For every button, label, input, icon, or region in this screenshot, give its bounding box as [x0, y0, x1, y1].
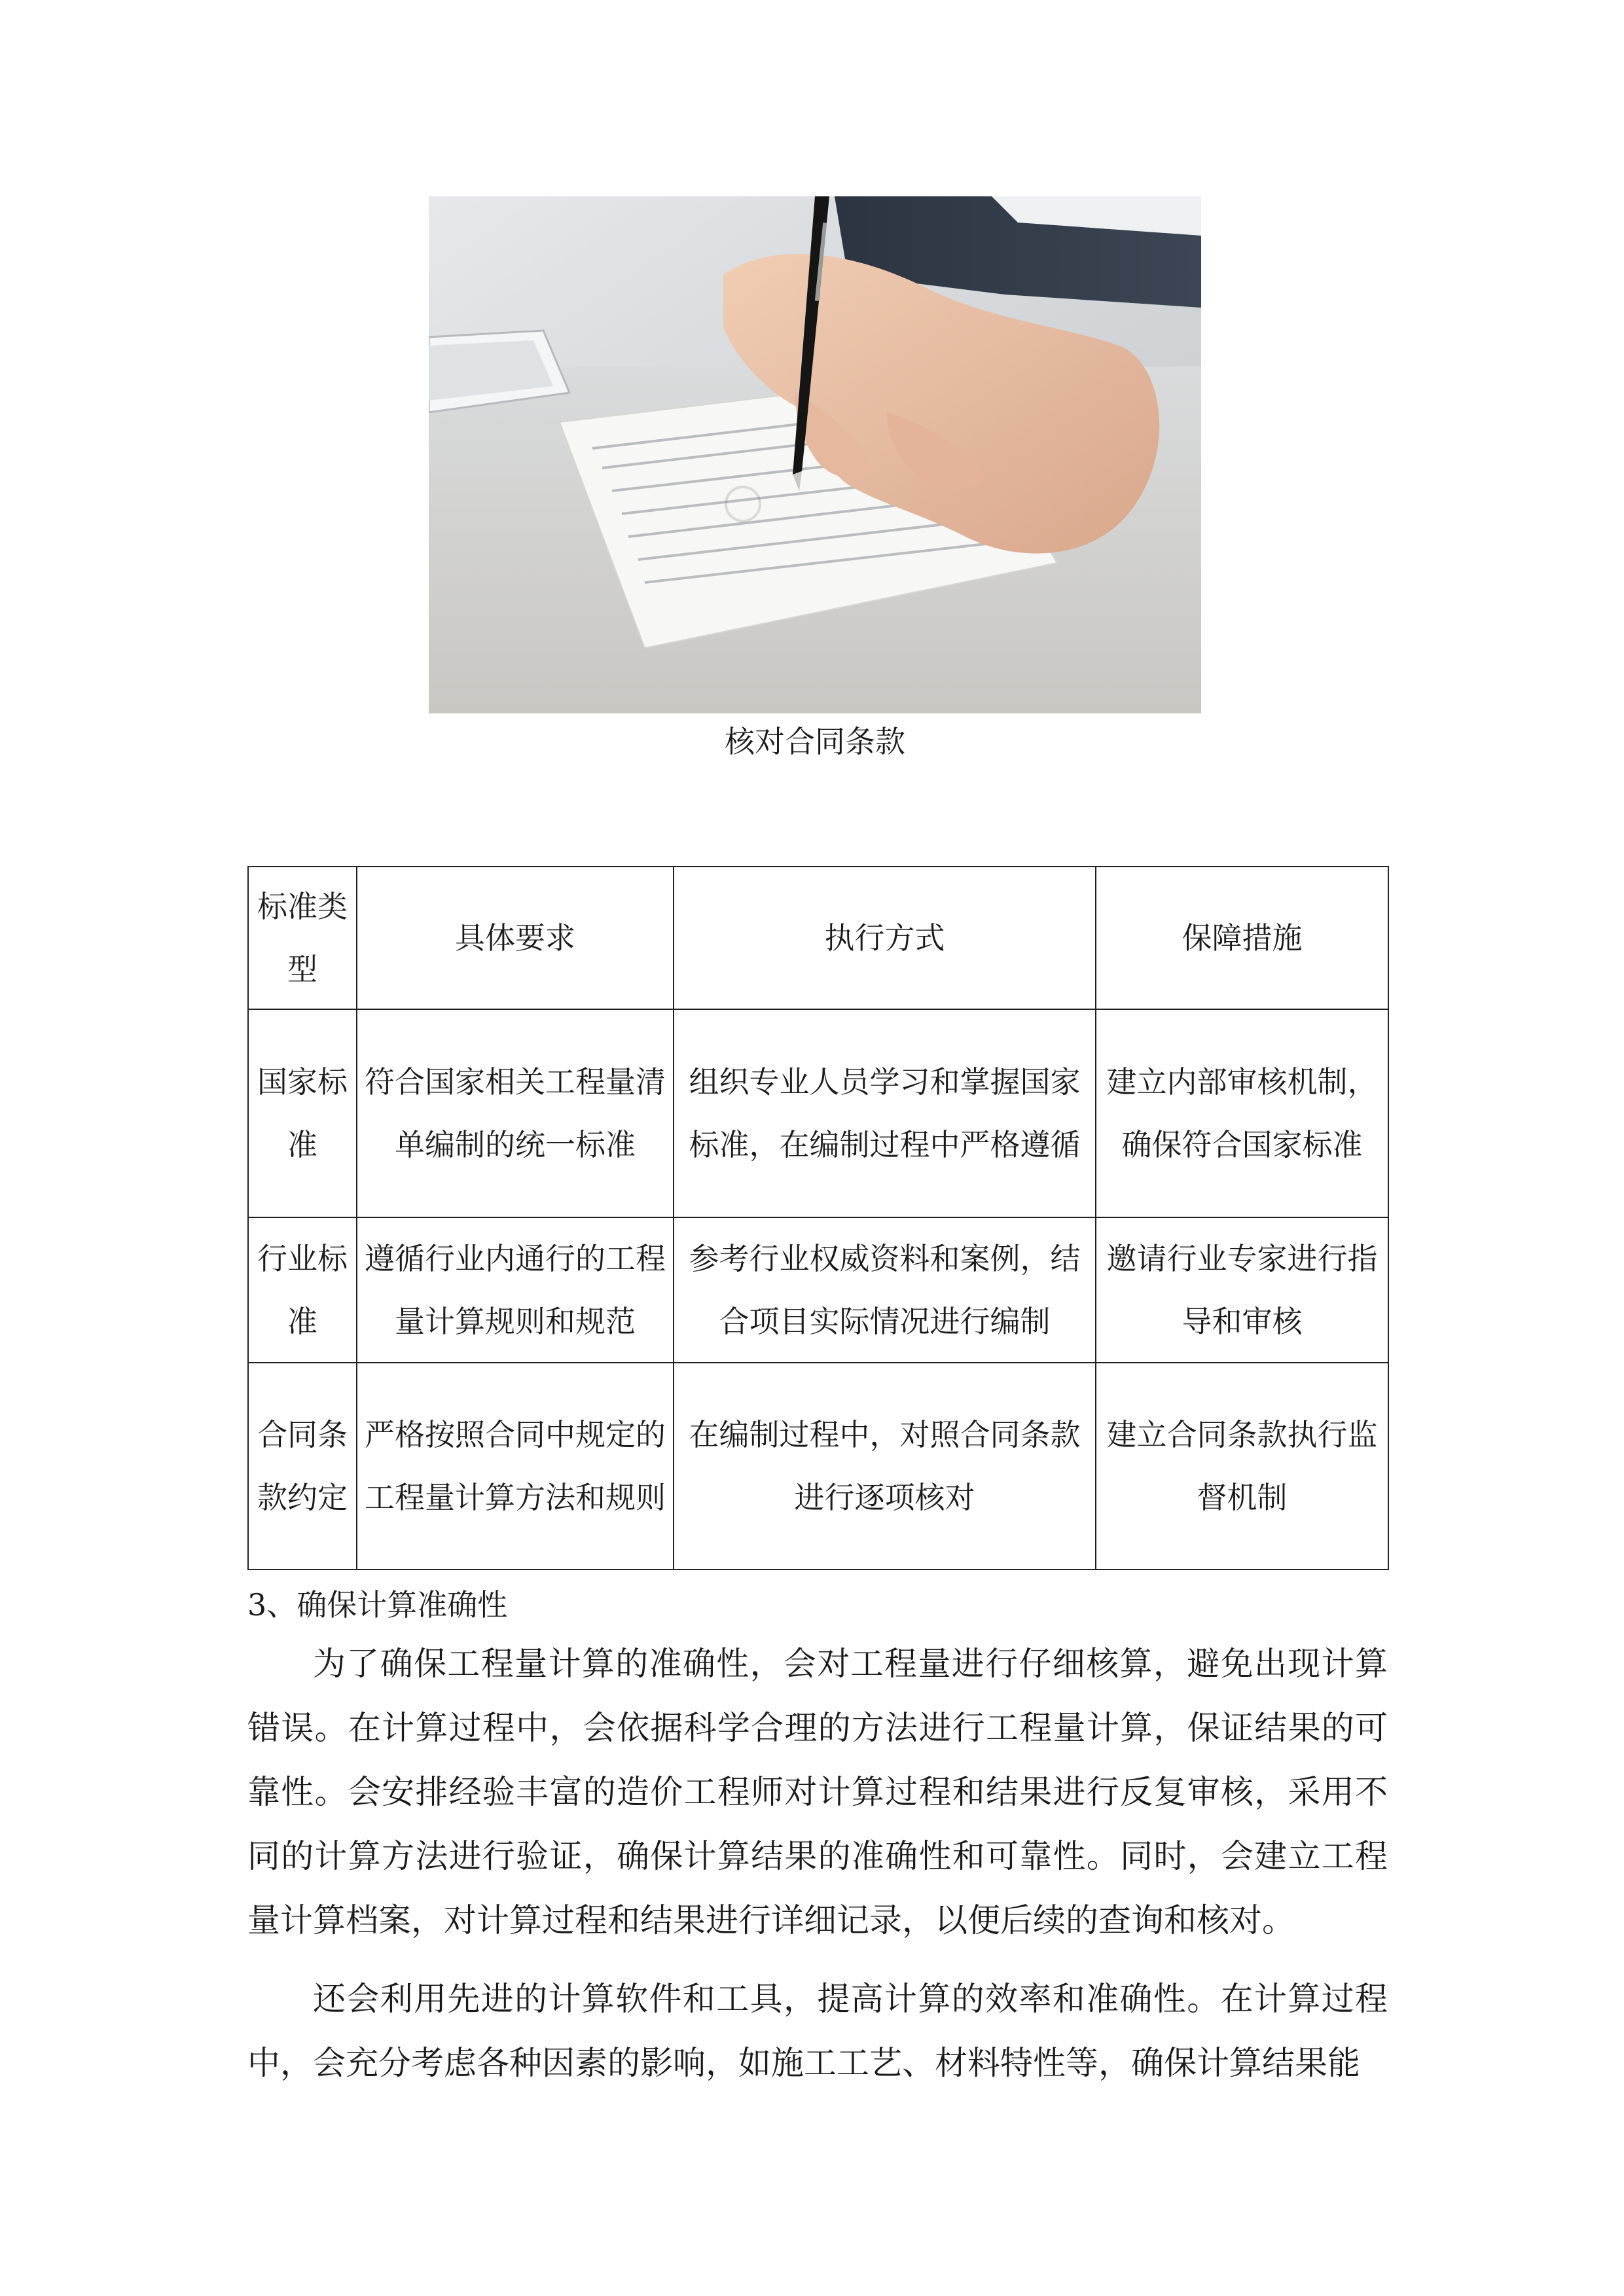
table-cell: 符合国家相关工程量清单编制的统一标准 — [357, 1009, 674, 1217]
table-cell: 参考行业权威资料和案例，结合项目实际情况进行编制 — [674, 1217, 1096, 1363]
table-row — [248, 1009, 1388, 1217]
table-row — [248, 1217, 1388, 1363]
table-cell: 遵循行业内通行的工程量计算规则和规范 — [357, 1217, 674, 1363]
section-heading: 3、确保计算准确性 — [247, 1587, 508, 1623]
table-cell: 在编制过程中，对照合同条款进行逐项核对 — [674, 1363, 1096, 1570]
table-header-cell: 标准类型 — [248, 867, 357, 1009]
figure-caption: 核对合同条款 — [725, 724, 905, 759]
table-cell: 组织专业人员学习和掌握国家标准，在编制过程中严格遵循 — [674, 1009, 1096, 1217]
table-cell: 合同条款约定 — [248, 1363, 357, 1570]
hand-signing-contract-photo-icon — [429, 196, 1201, 713]
body-paragraph: 还会利用先进的计算软件和工具，提高计算的效率和准确性。在计算过程中，会充分考虑各种因素的影响，如施工工艺、材料特性等，确保计算结果能 — [247, 1980, 1388, 2082]
standards-table — [247, 866, 1389, 1570]
table-header-cell: 保障措施 — [1096, 867, 1388, 1009]
table-header-cell: 执行方式 — [674, 867, 1096, 1009]
table-cell: 建立合同条款执行监督机制 — [1096, 1363, 1388, 1570]
table-cell: 建立内部审核机制，确保符合国家标准 — [1096, 1009, 1388, 1217]
table-row — [248, 1363, 1388, 1570]
contract-signing-photo — [429, 196, 1201, 713]
table-header-cell: 具体要求 — [357, 867, 674, 1009]
table-cell: 行业标准 — [248, 1217, 357, 1363]
table-cell: 国家标准 — [248, 1009, 357, 1217]
table-cell: 邀请行业专家进行指导和审核 — [1096, 1217, 1388, 1363]
body-paragraph: 为了确保工程量计算的准确性，会对工程量进行仔细核算，避免出现计算错误。在计算过程中，会依据科学合理的方法进行工程量计算，保证结果的可靠性。会安排经验丰富的造价工程师对计算过程和结果进行反复审核，采用不同的计算方法进行验证，确保计算结果的准确性和可靠性。同时，会建立工程量计算档案，对计算过程和结果进行详细记录，以便后续的查询和核对。 — [247, 1645, 1388, 1939]
table-header-row — [248, 867, 1388, 1009]
table-cell: 严格按照合同中规定的工程量计算方法和规则 — [357, 1363, 674, 1570]
